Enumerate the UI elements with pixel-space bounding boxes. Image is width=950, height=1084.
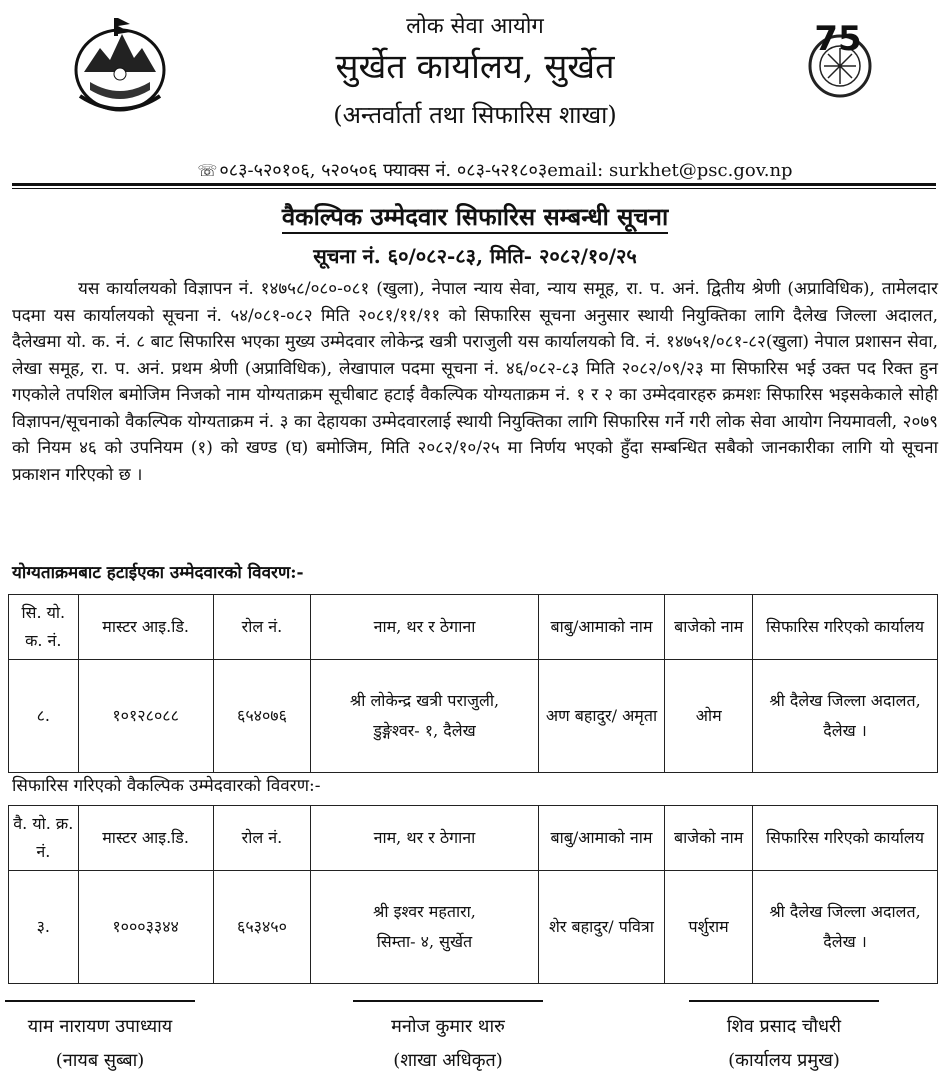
cell-grandfather: ओम xyxy=(665,660,753,773)
cell-name-address xyxy=(311,660,538,773)
col-name-address: नाम, थर र ठेगाना xyxy=(311,806,538,871)
commission-name: लोक सेवा आयोग xyxy=(406,14,544,39)
signatory-title: (शाखा अधिकृत) xyxy=(393,1050,503,1071)
signature-line xyxy=(353,1000,543,1002)
signatory-title: (नायब सुब्बा) xyxy=(55,1050,145,1071)
notice-body xyxy=(12,276,938,488)
notice-title-text: वैकल्पिक उम्मेदवार सिफारिस सम्बन्धी सूचना xyxy=(282,202,668,234)
col-name-address: नाम, थर र ठेगाना xyxy=(311,595,538,660)
contact-line xyxy=(0,158,950,182)
signature-block-3 xyxy=(684,1000,884,1078)
table-row xyxy=(9,871,938,984)
cell-office: श्री दैलेख जिल्ला अदालत, दैलेख । xyxy=(753,871,938,984)
cell-serial: ३. xyxy=(9,871,79,984)
candidate-address: सिम्ता- ४, सुर्खेत xyxy=(376,932,473,951)
col-roll: रोल नं. xyxy=(213,806,311,871)
telephone-icon: ☏ xyxy=(197,161,218,180)
cell-roll: ६५३४५० xyxy=(213,871,311,984)
candidate-name: श्री लोकेन्द्र खत्री पराजुली, xyxy=(349,691,500,710)
candidate-name: श्री इश्वर महतारा, xyxy=(373,902,476,921)
signature-line xyxy=(689,1000,879,1002)
col-serial: सि. यो. क. नं. xyxy=(9,595,79,660)
header-divider-thin xyxy=(12,188,936,189)
cell-parents: शेर बहादुर/ पवित्रा xyxy=(538,871,665,984)
cell-master-id: १०००३३४४ xyxy=(78,871,213,984)
notice-body-paragraph: यस कार्यालयको विज्ञापन नं. १४७५८/०८०-०८१ (खुला), नेपाल न्याय सेवा, न्याय समूह, रा. प. अनं. द्वितीय श्रेणी (अप्राविधिक), तामेलदार पदमा यस कार्यालयको सूचना नं. ५४/०८१-०८२ मिति २०८१/११/११ को सिफारिस सूचना अनुसार स्थायी नियुक्तिका लागि दैलेख जिल्ला अदालत, दैलेखमा यो. क. नं. ८ बाट सिफारिस भएका मुख्य उम्मेदवार लोकेन्द्र खत्री पराजुली यस कार्यालयको वि. नं. १४७५१/०८१-८२(खुला) नेपाल प्रशासन सेवा, लेखा समूह, रा. प. अनं. प्रथम श्रेणी (अप्राविधिक), लेखापाल पदमा सूचना नं. ४६/०८२-८३ मिति २०८२/०९/२३ मा सिफारिस भई उक्त पद रिक्त हुन गएकोले तपशिल बमोजिम निजको नाम योग्यताक्रम सूचीबाट हटाई वैकल्पिक योग्यताक्रम नं. १ र २ का उम्मेदवारहरु क्रमशः सिफारिस भइसकेकाले सोही विज्ञापन/सूचनाको वैकल्पिक योग्यताक्रम नं. ३ का देहायका उम्मेदवारलाई स्थायी नियुक्तिका लागि सिफारिस गर्ने गरी लोक सेवा आयोग नियमावली, २०७९ को नियम ४६ को उपनियम (१) को खण्ड (घ) बमोजिम, मिति २०८२/१०/२५ मा निर्णय भएको हुँदा सम्बन्धित सबैको जानकारीका लागि यो सूचना प्रकाशन गरिएको छ । xyxy=(12,279,938,485)
col-serial: वै. यो. क्र. नं. xyxy=(9,806,79,871)
col-grandfather: बाजेको नाम xyxy=(665,595,753,660)
cell-office: श्री दैलेख जिल्ला अदालत, दैलेख । xyxy=(753,660,938,773)
cell-grandfather: पर्शुराम xyxy=(665,871,753,984)
signature-block-1 xyxy=(0,1000,200,1078)
table-header-row xyxy=(9,806,938,871)
signatory-name: मनोज कुमार थारु xyxy=(391,1016,505,1037)
notice-number-date: सूचना नं. ६०/०८२-८३, मिति- २०८२/१०/२५ xyxy=(313,244,637,268)
signature-block-2 xyxy=(348,1000,548,1078)
cell-master-id: १०१२८०८८ xyxy=(78,660,213,773)
alternate-candidate-table xyxy=(8,805,938,984)
signatory-title: (कार्यालय प्रमुख) xyxy=(728,1050,840,1071)
col-master-id: मास्टर आइ.डि. xyxy=(78,806,213,871)
cell-serial: ८. xyxy=(9,660,79,773)
col-master-id: मास्टर आइ.डि. xyxy=(78,595,213,660)
col-parents: बाबु/आमाको नाम xyxy=(538,595,665,660)
table-header-row xyxy=(9,595,938,660)
col-roll: रोल नं. xyxy=(213,595,311,660)
signatory-name: शिव प्रसाद चौधरी xyxy=(726,1016,842,1037)
col-office: सिफारिस गरिएको कार्यालय xyxy=(753,806,938,871)
badge-text: 75 xyxy=(814,19,862,59)
alternate-heading: सिफारिस गरिएको वैकल्पिक उम्मेदवारको विवरण:- xyxy=(12,776,321,796)
table-row xyxy=(9,660,938,773)
col-office: सिफारिस गरिएको कार्यालय xyxy=(753,595,938,660)
col-grandfather: बाजेको नाम xyxy=(665,806,753,871)
cell-parents: अण बहादुर/ अमृता xyxy=(538,660,665,773)
candidate-address: डुङ्गेश्वर- १, दैलेख xyxy=(373,721,476,740)
col-parents: बाबु/आमाको नाम xyxy=(538,806,665,871)
removed-candidate-table xyxy=(8,594,938,773)
contact-text: ०८३-५२०१०६, ५२०५०६ फ्याक्स नं. ०८३-५२१८०३email: surkhet@psc.gov.np xyxy=(219,160,793,181)
cell-roll: ६५४०७६ xyxy=(213,660,311,773)
notice-title xyxy=(0,200,950,233)
cell-name-address xyxy=(311,871,538,984)
signature-line xyxy=(5,1000,195,1002)
office-name: सुर्खेत कार्यालय, सुर्खेत xyxy=(335,47,615,87)
signatory-name: याम नारायण उपाध्याय xyxy=(27,1016,173,1037)
branch-name: (अन्तर्वार्ता तथा सिफारिस शाखा) xyxy=(333,101,617,129)
header-divider xyxy=(12,183,936,186)
removed-heading: योग्यताक्रमबाट हटाईएका उम्मेदवारको विवरण:- xyxy=(12,563,304,583)
